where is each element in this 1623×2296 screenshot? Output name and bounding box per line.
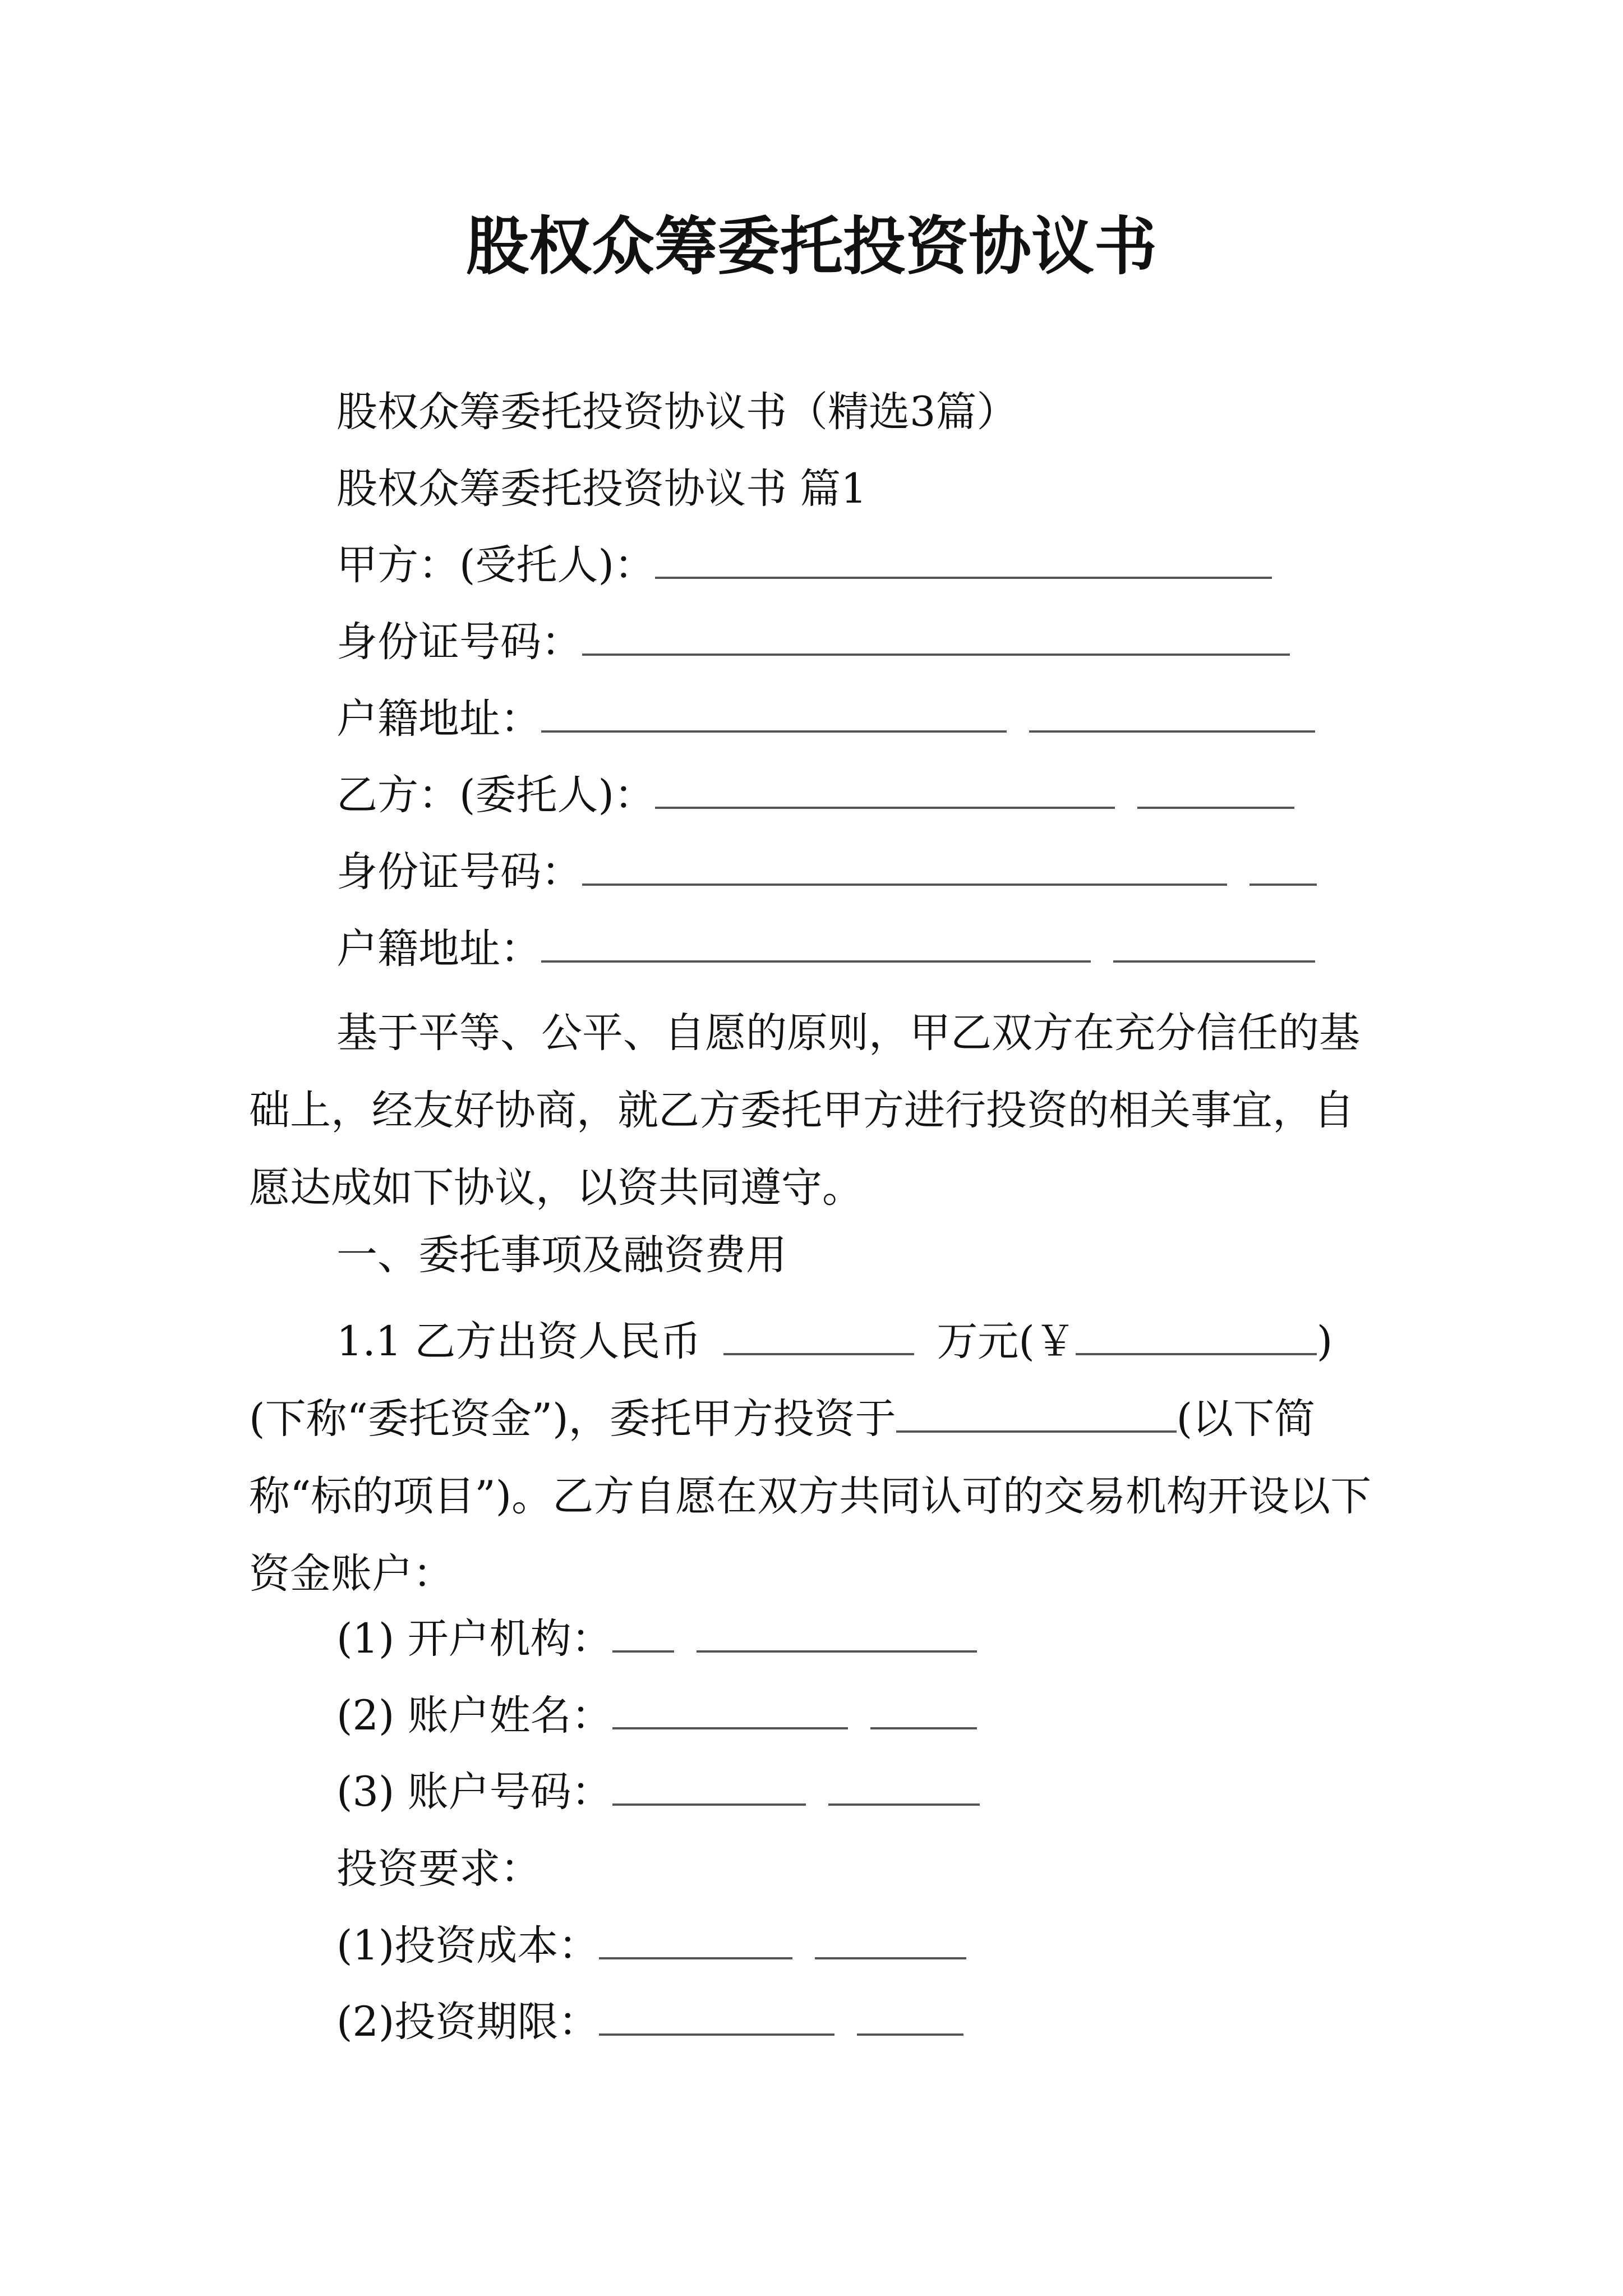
party-a-address-blank-1: [541, 693, 1007, 733]
account-name-blank-2: [870, 1690, 977, 1729]
party-b-row: [336, 767, 1294, 823]
account-number-blank-2: [828, 1766, 980, 1806]
account-institution-row: [336, 1611, 977, 1667]
party-a-address-blank-2: [1029, 693, 1315, 733]
party-b-blank-1: [655, 770, 1115, 809]
investment-cost-label: (1)投资成本：: [336, 1922, 600, 1970]
intro-text: 基于平等、公平、自愿的原则，甲乙双方在充分信任的基础上，经友好协商，就乙方委托甲方进行投资的相关事宜，自愿达成如下协议，以资共同遵守。: [249, 1009, 1360, 1212]
clause-1-1-part4: )(下称“委托资金”)，委托甲方投资于: [249, 1318, 1333, 1443]
document-subtitle: 股权众筹委托投资协议书（精选3篇）: [336, 388, 1018, 436]
account-number-label: (3) 账户号码：: [336, 1768, 612, 1816]
account-number-row: [336, 1764, 980, 1820]
party-a-blank: [655, 540, 1272, 579]
party-b-id-row: [336, 844, 1317, 900]
account-institution-label: (1) 开户机构：: [336, 1615, 612, 1663]
clause-1-1-part1: 1.1 乙方出资人民币: [336, 1318, 702, 1365]
clause-1-1-part5: (以下简称“标的项目”)。乙方自愿在双方共同认可的交易机构开设以下资金账户：: [249, 1395, 1372, 1598]
account-name-label: (2) 账户姓名：: [336, 1692, 612, 1740]
party-b-id-blank-2: [1249, 846, 1317, 886]
party-a-row: [336, 537, 1272, 593]
target-project-blank: [896, 1396, 1177, 1433]
clause-1-1-part3: (￥: [1018, 1318, 1076, 1365]
account-name-blank-1: [612, 1690, 848, 1729]
party-b-address-blank-2: [1113, 923, 1315, 963]
investment-cost-blank-2: [815, 1920, 966, 1959]
party-a-address-row: [336, 691, 1315, 747]
amount-wan-blank: [723, 1318, 914, 1355]
party-b-address-row: [336, 921, 1315, 977]
investment-cost-blank-1: [599, 1920, 792, 1959]
investment-period-blank-2: [857, 1996, 963, 2036]
party-b-address-label: 户籍地址：: [336, 925, 541, 973]
party-b-label: 乙方：(委托人)：: [336, 771, 655, 819]
section-1-heading: 一、委托事项及融资费用: [336, 1231, 787, 1279]
party-b-id-label: 身份证号码：: [336, 848, 582, 896]
account-number-blank-1: [612, 1766, 806, 1806]
account-institution-blank-1: [612, 1613, 674, 1653]
party-b-address-blank-1: [541, 923, 1091, 963]
party-a-id-row: [336, 614, 1290, 670]
chapter-heading: 股权众筹委托投资协议书 篇1: [336, 465, 867, 513]
clause-1-1: [249, 1303, 1385, 1613]
account-institution-blank-2: [697, 1613, 977, 1653]
investment-requirements-heading: 投资要求：: [336, 1845, 541, 1893]
document-title: 股权众筹委托投资协议书: [466, 210, 1157, 283]
party-b-blank-2: [1137, 770, 1294, 809]
party-a-address-label: 户籍地址：: [336, 695, 541, 743]
investment-period-row: [336, 1994, 963, 2050]
account-name-row: [336, 1688, 977, 1744]
investment-period-label: (2)投资期限：: [336, 1998, 600, 2046]
party-a-id-blank: [582, 616, 1290, 656]
clause-1-1-part2: 万元: [937, 1318, 1019, 1365]
party-a-label: 甲方：(受托人)：: [336, 541, 655, 589]
intro-paragraph: [249, 995, 1385, 1227]
amount-yuan-blank: [1076, 1318, 1317, 1355]
investment-period-blank-1: [599, 1996, 834, 2036]
investment-cost-row: [336, 1918, 966, 1974]
party-b-id-blank-1: [582, 846, 1227, 886]
party-a-id-label: 身份证号码：: [336, 618, 582, 666]
